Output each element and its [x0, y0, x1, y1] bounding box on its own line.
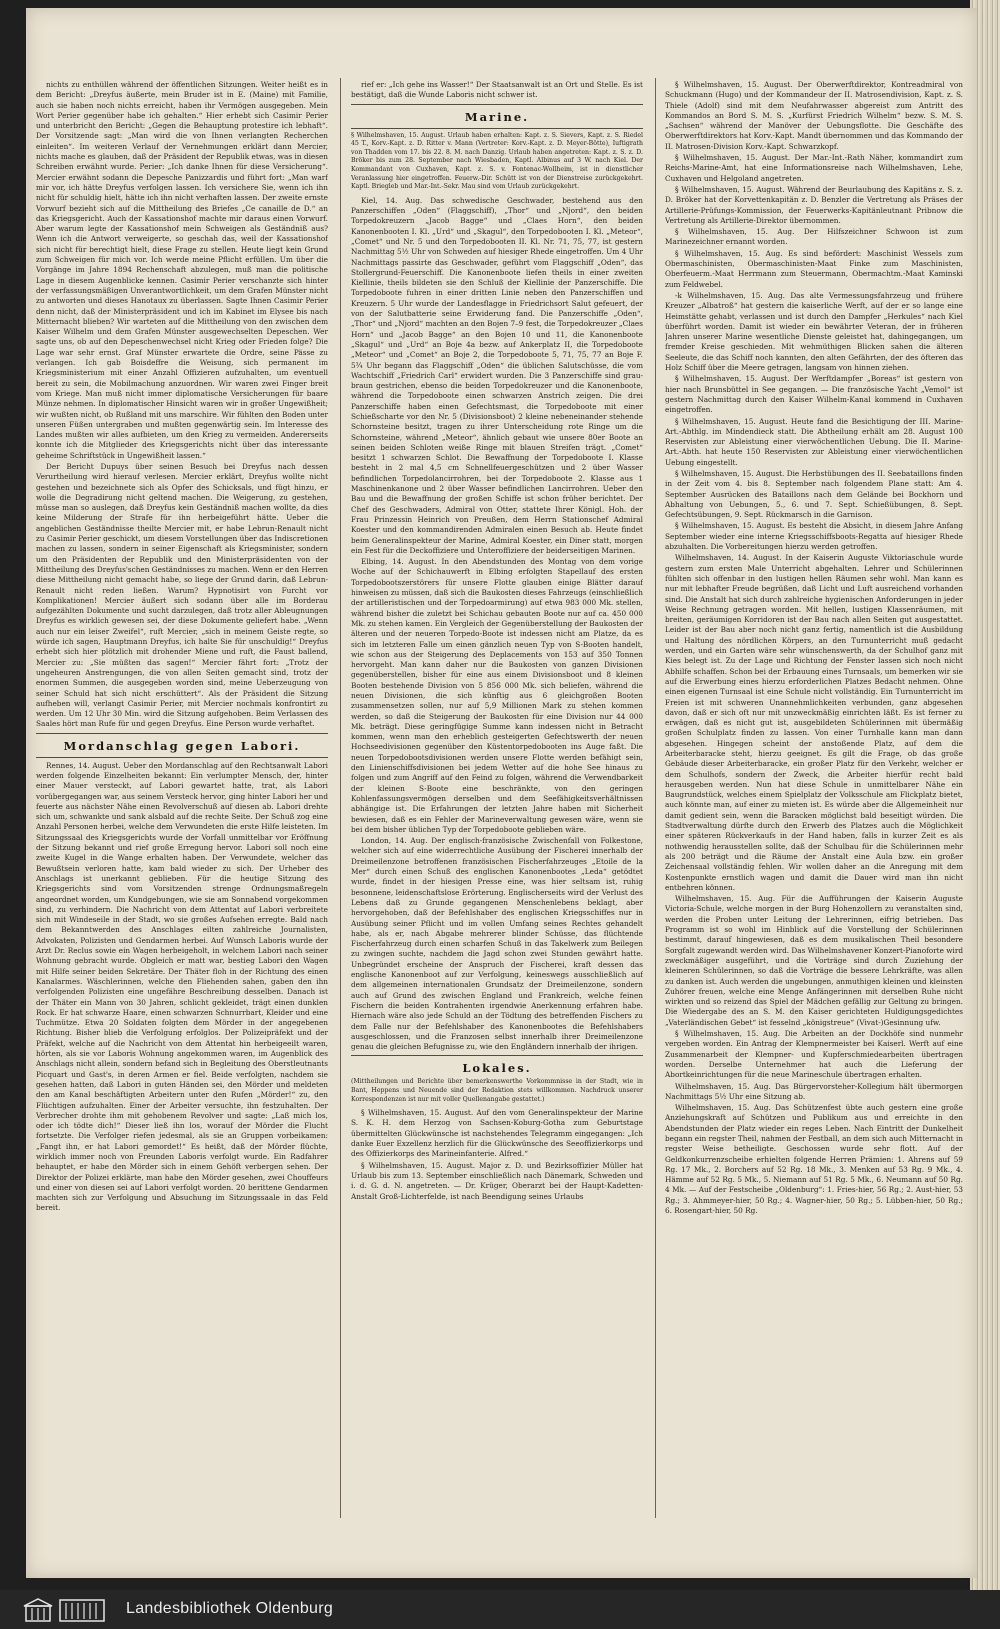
- section-title: Lokales.: [462, 1061, 532, 1076]
- article-paragraph: rief er: „Ich gehe ins Wasser!“ Der Staatsanwalt ist an Ort und Stelle. Es ist bestätigt, daß die Wunde Laboris nicht schwer ist.: [351, 80, 643, 100]
- article-paragraph: § Wilhelmshaven, 15. Aug. Der Hilfszeichner Schwoon ist zum Marinezeichner ernannt worden.: [665, 227, 963, 247]
- article-paragraph: § Wilhelmshaven, 15. August. Die Herbstübungen des II. Seebataillons finden in der Zeit vom 4. bis 8. September nach folgendem Plane statt: Am 4. September Ausrücken des Bataillons nach dem Gelände bei Bockhorn und Abhaltung von Uebungen, 5., 6. und 7. Sept. Schießübungen, 8. Sept. Gefechtsübungen, 9. Sept. Rückmarsch in die Garnison.: [665, 468, 963, 520]
- article-paragraph: -k Wilhelmshaven, 15. Aug. Das alte Vermessungsfahrzeug und frühere Kreuzer „Albatroß“ hat gestern die kaiserliche Werft, auf der er so lange eine Heimstätte gehabt, verlassen und ist durch den Dampfer „Herkules“ nach Kiel überführt worden. Damit ist wieder ein bewährter Veteran, der in früheren Jahren unserer Marine wesentliche Dienste geleistet hat, dahingegangen, um fremder Kreise geschieden. Mit wehmüthigen Blicken sahen die älteren Seeleute, die das Schiff noch kannten, den alten Gefährten, der des öfteren das Holz Schiff über die Meere getragen, langsam von hinnen ziehen.: [665, 290, 963, 373]
- article-paragraph: London, 14. Aug. Der englisch-französische Zwischenfall von Folkestone, welcher sich auf eine widerrechtliche Ausübung der Fischerei innerhalb der Dreimeilenzone betroffenen französischen Fischerfahrzeuges „Etoile de la Mer“ durch einen Schuß des englischen Kanonenbootes „Leda“ getödtet wurde, findet in der hiesigen Presse eine, was hier seltsam ist, ruhig besonnene, leidenschaftslose Erörterung. Englischerseits wird der Verlust des Lebens daß zu Grunde gegangenen Menschenlebens beklagt, aber hervorgehoben, daß der Befehlshaber des englischen Kriegsschiffes nur in Ausübung seiner Pflicht und im vollen Umfang seines Rechtes gehandelt habe, als er, nach Abgabe mehrerer blinder Schüsse, das flüchtende Fischerfahrzeug durch einen scharfen Schuß in das Takelwerk zum Beilegen zu zwingen suchte, nachdem die Jagd schon zwei Stunden gewährt hatte. Unbegründet erscheine der Anspruch der Fischerei, kraft dessen das englische Kanonenboot auf zur Verfolgung, keineswegs ausschließlich auf dem allgemeinen internationalen Grundsatz der Dreimeilenzone, sondern auch auf Grund des zwischen England und Frankreich, welche feinen Fischern die beiden Kontrahenten irgendwie Anerkennung erfahren habe. Hiernach wäre also jede Schuld an der Tödtung des betreffenden Fischers zu dem Falle nur der Befehlshaber des Kanonenbootes die Befehlshabers ausgeschlossen, und die Franzosen selbst innerhalb ihrer Dreimeilenzone genau die gleichen Befugnisse zu, wie den Engländern innerhalb der ihrigen.: [351, 836, 643, 1052]
- article-paragraph: § Wilhelmshaven, 15. August. Auf den vom Generalinspekteur der Marine S. K. H. dem Herzog von Sachsen-Koburg-Gotha zum Geburtstage übermittelten Glückwünsche ist nachstehendes Telegramm eingegangen: „Ich danke Euer Exzellenz herzlich für die Glückwünsche des Seeoffizierkorps und des Offizierkorps des Marineinfanterie. Alfred.“: [351, 1108, 643, 1159]
- article-paragraph: Wilhelmshaven, 15. Aug. Das Bürgervorsteher-Kollegium hält übermorgen Nachmittags 5½ Uhr eine Sitzung ab.: [665, 1081, 963, 1101]
- section-divider: [351, 104, 643, 105]
- article-paragraph: § Wilhelmshaven, 15. Aug. Die Arbeiten an der Dockhöfe sind nunmehr vergeben worden. Ein Antrag der Klempnermeister bei Kaiserl. Werft auf eine Zusammenarbeit der Klempner- und Kupferschmiedearbeiten übertragen worden. Derselbe Unternehmer hat auch die Lieferung der Abortkeinrichtungen für die neue Marineschule übertragen erhalten.: [665, 1029, 963, 1080]
- article-paragraph: Wilhelmshaven, 15. Aug. Für die Aufführungen der Kaiserin Auguste Victoria-Schule, welche morgen in der Burg Hohenzollern zu veranstalten sind, werden die Proben unter Leitung der Lehrerinnen, eifrig betrieben. Das Programm ist so wohl im Hinblick auf die Vorstellung der Schülerinnen bestimmt, darauf hingewiesen, daß es dem musikalischen Theil besondere Sorgfalt zugewandt werden wird. Das Wilhelmshavener Konzert-Pianoforte wird zweckmäßiger ausgeführt, und die Vorträge sind durch Zuziehung der kleineren Schülerinnen, so daß die Vorträge die bessere Lehrkräfte, was allen zu danken ist. Auch werden die ungebungen, anmuthigen kleinen und kleinsten Zuhörer freuen, welche eine Menge Anfängerinnen mit derselben Ruhe nicht wirkten und so reizend das Spiel der Mädchen gefällig zur Geltung zu bringen. Die Wiedergabe des an S. M. den Kaiser gerichteten Huldigungsgedichtes „Vaterländischen Gebet“ ist fesselnd „königstreue“ (Vivat-)Gesinnung ufw.: [665, 894, 963, 1027]
- article-paragraph: nichts zu enthüllen während der öffentlichen Sitzungen. Weiter heißt es in dem Bericht: „Dreyfus äußerte, mein Bruder ist in E. (Maine) mit Familie, auch sie haben noch nichts erreicht, haben ihr Vermögen ausgegeben. Mein Wort Perier gegenüber habe ich gehalten.“ Hier erhebt sich Casimir Perier und unterbricht den Bericht: „Gegen die Behauptung protestire ich lebhaft“. Der Vorsitzende sagt: „Man wird die von Ihnen verlangten Recherchen einleiten“. Im weiteren Verlauf der Vernehmungen erklärt dann Mercier, nichts mache es glauben, daß der Präsident der Republik etwas, was in diesen Schreiben erwähnt wurde. Perier: „Ich danke Ihnen für diese Versicherung“. Mercier erwähnt sodann die Depesche Panizzardis und führt fort: „Man warf mir vor, ich hätte Dreyfus verfolgen lassen. Ich versichere Sie, wenn ich ihn nicht für schuldig hielt, hätte ich ihn nicht verhaften lassen. Der zweite ernste Vorwurf bezieht sich auf die Mittheilung des Briefes „Ce canaille de D.“ an das Kriegsgericht. Auch der Kassationshof machte mir daraus einen Vorwurf. Aber warum legte der Kassationshof mein Schweigen als Geständniß aus? Wenn ich die Antwort verweigerte, so geschah das, weil der Kassationshof sich nicht für berechtigt hielt, diese Frage zu stellen. Heute liegt kein Grund zum Schweigen für mich vor. Ich werde meine Pflicht erfüllen. Um über die Vorgänge im Jahre 1894 Rechenschaft abzulegen, muß man die politische Lage in diesem Augenblicke kennen. Casimir Perier verschanzte sich hinter der verfassungsmäßigen Unverantwortlichkeit, um dem Grafen Münster nicht zu antworten und dieses Hanotaux zu überlassen. Sagte Ihnen Casimir Perier denn nicht, daß der Ministerpräsident und ich im Kabinet im Elysee bis nach Mitternacht blieben? Wir warteten auf die Mittheilung von den zwischen dem Kaiser Wilhelm und dem Grafen Münster ausgewechselten Depeschen. Wer sagte uns, ob auf den Depeschenwechsel nicht Krieg oder Frieden folge? Die Lage war sehr ernst. Graf Münster erwartete die Ordre, seine Pässe zu verlangen. Ich gab Boisdeffre die Weisung, sich permanent im Kriegsministerium mit einer Anzahl Offizieren aufzuhalten, um eventuell bereit zu sein, die Mobilmachung anzuordnen. Wir waren zwei Finger breit vom Kriege. Man muß nicht immer diplomatische Versicherungen für baare Münze nehmen. In diplomatischer Hinsicht waren wir in großer Ungewißheit; wir wußten nicht, ob Rußland mit uns marschire. Wir fühlten den Boden unter unseren Füßen untergraben und mußten gegenwärtig sein. Im Interesse des Landes mußten wir alles aufbieten, um den Krieg zu vermeiden. Andererseits konnte ich die Mitglieder des Kriegsgerichts nicht über das interessante geheime Schriftstück in Ungewißheit lassen.“: [36, 80, 328, 460]
- article-paragraph: § Wilhelmshaven, 15. August. Während der Beurlaubung des Kapitäns z. S. z. D. Bröker hat der Korvettenkapitän z. D. Benzler die Vertretung als Präses der Artillerie-Prüfungs-Kommission, der Feuerwerks-Kapitänleutnant Pribnow die Vertretung als Artillerie-Direktor übernommen.: [665, 184, 963, 225]
- newspaper-page: [26, 8, 977, 1578]
- article-paragraph: § Wilhelmshaven, 15. August. Der Werftdampfer „Boreas“ ist gestern von hier nach Brunsbüttel in See gegangen. — Die französische Yacht „Vemol“ ist gestern Nachmittag durch den Kaiser Wilhelm-Kanal kommend in Cuxhaven eingetroffen.: [665, 374, 963, 415]
- article-paragraph: § Wilhelmshaven, 15. August. Major z. D. und Bezirksoffizier Müller hat Urlaub bis zum 13. September einschließlich nach Dänemark, Schweden und i. d. G. d. N. angetreten. — Dr. Krüger, Oberarzt bei der Haupt-Kadetten-Anstalt Groß-Lichterfelde, ist nach Beendigung seines Urlaubs: [351, 1160, 643, 1201]
- section-divider: [351, 1055, 643, 1056]
- marine-notice: § Wilhelmshaven, 15. August. Urlaub haben erhalten: Kapt. z. S. Sievers, Kapt. z. S. Riedel 45 T., Korv.-Kapt. z. D. Ritter v. Mann (Vertreter: Korv.-Kapt. z. D. Meyer-Bötte), Iuftigrath von Thadden vom 17. bis 22. 8. M. nach Danzig. Urlaub haben angetreten: Kapt. z. S. z. D. Bröker bis zum 28. September nach Wiesbaden, Kaptl. Albinus auf 3 W. nach Kiel. Der Kommandant von Cuxhaven, Kapt. z. S. v. Fontenac-Wollheim, ist in dienstlicher Veranlassung hier eingetroffen. Feuerw.-Dir. Schütt ist von der Dienstreise zurückgekehrt. Kaptl. Briegleb und Mar.-Int.-Sekr. Mau sind vom Urlaub zurückgekehrt.: [351, 131, 643, 191]
- article-paragraph: Der Bericht Dupuys über seinen Besuch bei Dreyfus nach dessen Verurtheilung wird hierauf verlesen. Mercier erklärt, Dreyfus wollte nicht gestehen und bezeichnete sich als Opfer des Schicksals, und fügt hinzu, er wolle die Degradirung nicht geltend machen. Die Weigerung, zu gestehen, müsse man so auslegen, daß Dreyfus kein Geständniß machen wollte, da dies keine Milderung der Strafe für ihn herbeigeführt hätte. Ueber die angeblichen Geständnisse theilte Mercier mit, er habe Lebrun-Renault nicht zu Casimir Perier geschickt, um diesem Vorstellungen über das Indiscretionen machen zu lassen, sondern in seiner Eigenschaft als Kriegsminister, sondern um den Präsidenten der Republik und den Ministerpräsidenten von der Mittheilung des Dreyfus'schen Geständnisses zu machen. Wenn er den Herren diese Mittheilung nicht gemacht habe, so liege der Grund darin, daß Lebrun-Renault nicht reden ließen. Warum? Hypnotisirt von Furcht vor Komplikationen! Mercier äußert sich sodann über alle im Borderau aufgezählten Dokumente und sucht darzulegen, daß trotz aller Ableugnungen Dreyfus es wirklich gewesen sei, der diese Dokumente geliefert habe. „Wenn auch nur ein leiser Zweifel“, ruft Mercier, „sich in meinem Geiste regte, so würde ich sagen, Hauptmann Dreyfus, ich halte Sie für unschuldig!“ Dreyfus erhebt sich hier plötzlich mit drohender Miene und ruft, die Faust ballend, Mercier zu: „Sie müßten das sagen!“ Mercier fährt fort: „Trotz der ungeheuren Anstrengungen, die von allen Seiten gemacht sind, trotz der enormen Summen, die ausgegeben worden sind, meine Ueberzeugung von seiner Schuld hat sich nicht erschüttert“. Als der Präsident die Sitzung aufheben will, verlangt Casimir Perier, mit Mercier nochmals konfrontirt zu werden. Um 12 Uhr 30 Min. wird die Sitzung aufgehoben. Beim Verlassen des Saales hört man Rufe für und gegen Dreyfus. Eine Person wurde verhaftet.: [36, 461, 328, 729]
- article-paragraph: Wilhelmshaven, 15. Aug. Das Schützenfest übte auch gestern eine große Anziehungskraft auf Schützen und Publikum aus und erreichte in den Abendstunden der Platz wieder ein reges Leben. Nach Eintritt der Dunkelheit begann ein regster Theil, nahmen der Festball, an dem sich auch Mitternacht in regster Weise betheiligte. Geschossen wurde sehr flott. Auf der Geldkonkurrenzscheibe erhielten folgende Herren Prämien: 1. Ahrens auf 59 Rg. 17 Mk., 2. Borchers auf 52 Rg. 18 Mk., 3. Menken auf 53 Rg. 9 Mk., 4. Hämme auf 52 Rg. 5 Mk., 5. Niemann auf 51 Rg. 5 Mk., 6. Neumann auf 50 Rg. 4 Mk. — Auf der Festscheibe „Oldenburg“: 1. Fries-hier, 56 Rg.; 2. Aust-hier, 53 Rg.; 3. Ahmmeyer-hier, 50 Rg.; 4. Wagner-hier, 50 Rg.; 5. Lübben-hier, 50 Rg.; 6. Rosengart-hier, 50 Rg.: [665, 1103, 963, 1216]
- column-divider: [340, 78, 341, 1518]
- editorial-note: (Mittheilungen und Berichte über bemerkenswerthe Vorkommnisse in der Stadt, wie in Bant, Heppens und Neuende sind der Redaktion stets willkommen. Nachdruck unserer Korrespondenzen ist nur mit voller Quellenangabe gestattet.): [351, 1078, 643, 1103]
- section-title: Marine.: [464, 109, 530, 124]
- middle-column: [351, 80, 643, 1516]
- section-divider: [36, 757, 328, 758]
- article-paragraph: Kiel, 14. Aug. Das schwedische Geschwader, bestehend aus den Panzerschiffen „Oden“ (Flaggschiff), „Thor“ und „Njord“, den beiden Torpedokreuzern „Jacob Bagge“ und „Claes Horn“, den beiden Kanonenbooten I. Kl. „Urd“ und „Skagul“, den Torpedobooten I. Kl. „Meteor“, „Comet“ und Nr. 5 und den Torpedobooten II. Kl. Nr. 71, 75, 77, ist gestern Nachmittag 5½ Uhr von Schweden auf hiesiger Rhede eingetroffen. Um 4 Uhr Nachmittags passirte das Geschwader, geführt vom Flaggschiff „Oden“, das Stollergrund-Feuerschiff. Die Kanonenboote liefen theils in einer zweiten Kiellinie, theils bildeten sie den Schluß der Kiellinie der Panzerschiffe. Die Torpedoboote fuhren in einer dritten Linie neben den Panzerschiffen und Kreuzern. 5 Uhr wurde der Landesflagge in Friedrichsort Salut gefeuert, der von der Salutbatterie seine Erwiderung fand. Die Panzerschiffe „Oden“, „Thor“ und „Njord“ machten an den Bojen 7–9 fest, die Torpedokreuzer „Claes Horn“ und „Jacob Bagge“ an den Bojen 10 und 11, die Kanonenboote „Skagul“ und „Urd“ an Boje 4a bezw. auf Ankerplatz II, die Torpedoboote „Meteor“ und „Comet“ an Boje 2, die Torpedoboote 5, 71, 75, 77 an Boje F. 5¾ Uhr begann das Flaggschiff „Oden“ die üblichen Salutschüsse, die vom Wachtschiff „Friedrich Carl“ erwidert wurden. Die 3 Panzerschiffe sind grau-braun gestrichen, ebenso die beiden Torpedokreuzer und die Kanonenboote, während die Torpedoboote einen schwarzen Anstrich zeigen. Die drei Panzerschiffe haben einen Gefechtsmast, die Torpedoboote mit einer Schießscharte vor den Nr. 5 (Divisionsboot) 2 kleine nebeneinander stehende Schornsteine besitzt, tragen zu ihrer Unterscheidung rote Ringe um die Schornsteine, während „Meteor“, ähnlich gebaut wie unsere 80er Boote an seinen beiden Schloten weiße Ringe mit blauen Streifen trägt. „Comet“ besitzt 1 schwarzen Schlot. Die Bewaffnung der Torpedoboote I. Klasse besteht in 2 mal 4,5 cm Schnellfeuergeschützen und 2 über Wasser befindlichen Torpedolancirrohren, bei der Torpedoboote 2. Klasse aus 1 Maschinenkanone und 2 über Wasser befindlichen Lancirrohren. Ueber den Bau und die Bewaffnung der großen Schiffe ist schon früher berichtet. Der Chef des Geschwaders, Admiral von Otter, stattete Ihrer Königl. Hoh. der Frau Prinzessin Heinrich von Preußen, dem Herrn Stationschef Admiral Koester und den kommandirenden Admiralen einen Besuch ab. Heute findet beim Generalinspekteur der Marine, Admiral Koester, ein Diner statt, morgen ein Fest für die Deckoffiziere und Unteroffiziere der beiderseitigen Marinen.: [351, 195, 643, 555]
- article-paragraph: § Wilhelmshaven, 15. August. Der Oberwerftdirektor, Kontreadmiral von Schuckmann (Hugo) und der Kommandeur der II. Matrosendivision, Kapt. z. S. Thiele (Adolf) sind mit dem Neufahrwasser abgereist zum Antritt des Kommandos an Bord S. M. S. „Kurfürst Friedrich Wilhelm“ bezw. S. M. S. „Sachsen“ während der Manöver der Uebungsflotte. Die Geschäfte des Oberwerftdirektors hat Korv.-Kapt. Mandt übernommen und das Kommando der II. Matrosen-Division Korv.-Kapt. Schwarzkopf.: [665, 80, 963, 151]
- article-paragraph: § Wilhelmshaven, 15. August. Es besteht die Absicht, in diesem Jahre Anfang September wieder eine interne Kriegsschiffsboots-Regatta auf hiesiger Rhede abzuhalten. Die Vorbereitungen hierzu werden getroffen.: [665, 521, 963, 552]
- article-paragraph: § Wilhelmshaven, 15. August. Der Mar.-Int.-Rath Näher, kommandirt zum Reichs-Marine-Amt, hat eine Informationsreise nach Wilhelmshaven, Lehe, Cuxhaven und Helgoland angetreten.: [665, 153, 963, 183]
- section-divider: [351, 128, 643, 129]
- left-column: [36, 80, 328, 1516]
- section-title: Mordanschlag gegen Labori.: [63, 738, 301, 753]
- article-paragraph: Elbing, 14. August. In den Abendstunden des Montag von dem vorige Woche auf der Schichauwerft in Elbing erfolgten Stapellauf des ersten Torpedobootszerstörers für unsere Flotte glauben einige Blätter darauf hinweisen zu müssen, daß sich die Baukosten dieses Fahrzeugs (einschließlich der artilleristischen und der Torpedoarmirung) auf etwa 983 000 Mk. stellen, während bisher die zuletzt bei Schichau gebauten Boote nur auf ca. 450 000 Mk. zu stehen kamen. Ein Vergleich der Gegenüberstellung der Baukosten der älteren und der neueren Torpedo-Boote ist indessen nicht am Platze, da es sich im letzteren Falle um einen gänzlich neuen Typ von S-Booten handelt, wie schon aus der Steigerung des Deplacements von 153 auf 350 Tonnen hervorgeht. Man kann daher nur die Baukosten von ganzen Divisionen gegenüberstellen, bisher für eine aus einem Divisionsboot und 8 kleinen Booten bestehende Division von 5 856 000 Mk. sich beliefen, während die neuen Divisionen, die sich künftig aus 6 gleichgroßen Booten zusammensetzen sollen, nur auf 5,9 Millionen Mark zu stehen kommen werden, so daß die Steigerung der Baukosten für eine Division nur 44 000 Mk. beträgt. Diese geringfügige Summe kann indessen nicht in Betracht kommen, wenn man den erheblich gesteigerten Gefechtswerth der neuen Hochseedivisionen gegenüber den Küstentorpedobooten ins Auge faßt. Die neuen Torpedobootsdivisionen werden unsere Flotte werden befähigt sein, den Linienschiffsdivisionen bei jedem Wetter auf die hohe See hinaus zu folgen und zum Angriff auf den Feind zu folgen, während die Verwendbarkeit der kleinen S-Boote eine beschränkte, von den geringen Kohlenfassungsvermögen derselben und dem Seefähigkeitsverhältnissen abhängige ist. Die Erfahrungen der letzten Jahre haben mit Sicherheit bewiesen, daß es ein Fehler der Marineverwaltung gewesen wäre, wenn sie bei dem bisher üblichen Typ der Torpedoboote geblieben wäre.: [351, 557, 643, 834]
- section-divider: [36, 733, 328, 734]
- library-footer: [0, 1590, 1000, 1629]
- library-building-logo-icon: [20, 1596, 110, 1624]
- column-divider: [655, 78, 656, 1518]
- library-name: Landesbibliothek Oldenburg: [126, 1600, 334, 1617]
- article-paragraph: Rennes, 14. August. Ueber den Mordanschlag auf den Rechtsanwalt Labori werden folgende Einzelheiten bekannt: Ein verlumpter Mensch, der, hinter einer Mauer versteckt, auf Labori gewartet hatte, trat, als Labori vorübergegangen war, aus seinem Versteck hervor, ging hinter Labori her und feuerte aus nächster Nähe einen Revolverschuß auf diesen ab. Labori drehte sich um, schwankte und sank alsbald auf die rechte Seite. Der Schuß zog eine Anzahl Personen herbei, welche dem Verwundeten die erste Hilfe leisteten. Im Sitzungssaal des Kriegsgerichts wurde der Vorfall unmittelbar vor Eröffnung der Sitzung bekannt und rief große Erregung hervor. Labori soll noch eine zweite Kugel in die Wange erhalten haben. Der Verwundete, welcher das Bewußtsein verloren hatte, kam bald wieder zu sich. Der Urheber des Anschlags ist unerkannt geblieben. Für die heutige Sitzung des Kriegsgerichts sind vom Vorsitzenden strenge Ordnungsmaßregeln angeordnet worden, um Kundgebungen, wie sie am Sonnabend vorgekommen sind, zu verhindern. Die Nachricht von dem Attentat auf Labori verbreitete sich mit Windeseile in der Stadt, wo sie großes Aufsehen erregte. Bald nach dem Bekanntwerden des Anschlages eilten zahlreiche Journalisten, Advokaten, Polizisten und Gendarmen herbei. Auf Wunsch Laboris wurde der Arzt Dr. Reclus sowie ein Wagen herbeigeholt, in welchem Labori nach seiner Wohnung gebracht wurde. Obgleich er matt war, bestieg Labori den Wagen mit Hilfe seiner beiden Sekretäre. Der Thäter floh in der Richtung des einen Kanalarmes. Wäschlerinnen, welche den Fliehenden sahen, gaben den ihn verfolgenden Polizisten eine ungefähre Beschreibung desselben. Danach ist der Thäter ein Mann von 30 Jahren, schlicht gekleidet, trägt einen dunklen Rock. Er hat schwarze Haare, einen schwarzen Schnurrbart, Kleider und eine Tuchmütze. Etwa 20 Soldaten folgten dem Mörder in der angegebenen Richtung. Bisher blieb die Verfolgung erfolglos. Der Polizeipräfekt und der Präfekt, welche auf die Nachricht von dem Attentat hin herbeigeeilt waren, hörten, als sie vor Laboris Wohnung angekommen waren, im Augenblick des Anschlags nicht allein, sondern befand sich in Begleitung des Oberstleutnants Picquart und Gast's, in deren Armen er fiel. Beide verfolgten, nachdem sie gesehen hatten, daß Labori in guten Händen sei, den Mörder und meldeten den am Kanal beschäftigten Arbeitern unter den Rufen „Mörder!“ zu, den Flüchtigen aufzuhalten. Einer der Arbeiter versuchte, ihn festzuhalten. Der Verbrecher drohte ihm mit gehobenem Revolver und sagte: „Laß mich los, oder ich tödte dich!“ Dieser ließ ihn los, worauf der Mörder die Flucht fortsetzte. Die Verfolger riefen jedesmal, als sie an Gruppen vorbeikamen: „Fangt ihn, er hat Labori gemordet!“ Es heißt, daß der Mörder flüchte, wirklich immer noch von Freunden Laboris verfolgt wurde. Ein Radfahrer behauptet, er habe den Mörder sich in einem Gehöft verbergen sehen. Der Direktor der Polizei erklärte, man habe den Mörder gesehen, zwei Chouffeurs und einer von diesen sei auf Labori verfolgt worden. 20 berittene Gendarmen machten sich zur Verfolgung und Absuchung im Sitzungssaale in das Feld bereit.: [36, 760, 328, 1213]
- right-column: [665, 80, 963, 1516]
- article-paragraph: Wilhelmshaven, 14. August. In der Kaiserin Auguste Viktoriaschule wurde gestern zum ersten Male Unterricht abgehalten. Lehrer und Schülerinnen fühlten sich offenbar in den lustigen hellen Räumen sehr wohl. Man kann es nur mit lebhafter Freude begrüßen, daß Licht und Luft ausreichend vorhanden sind. Die Anstalt hat sich durch zahlreiche hygienischen Anforderungen in jeder Weise Rechnung getragen worden. Mit hellen, lustigen Klassenräumen, mit breiten, geräumigen Korridoren ist der Bau nach allen Seiten gut ausgestattet. Leider ist der Bau aber noch nicht ganz fertig, namentlich ist die Ausbildung und Haltung des nördlichen Körpers, an den Turnunterricht muß gedacht werden, und ein Garten wäre sehr wünschenswerth, da der Schulhof ganz mit Kies belegt ist. Zu der Lage und Richtung der Fenster lassen sich noch nicht Abhilfe schaffen. Schon bei der Erbauung eines Turnsaals, um bemerken wir sie auf die Erwerbung eines hierzu erforderlichen Platzes Bedacht nehmen. Ohne einen eigenen Turnsaal ist eine Schule nicht vollständig. Ein Turnunterricht im Freien ist mit schweren Unannehmlichkeiten verbunden, ganz abgesehen davon, daß er sich oft nur mit unzweckmäßig einrichten läßt. Es ist ferner zu erwägen, daß es nicht gut ist, ausgebildeten Schülerinnen mit übermäßig großen Schulplatz finden zu lassen. Von einer Turnhalle kann man dann abgesehen. Hingegen scheint der anstoßende Platz, auf dem die Arbeiterbaracke steht, hierzu geeignet. Es gilt die Frage, ob das große Gebäude dieser Arbeiterbaracke, ein großer Platz für den Verkehr, welcher er dem Schulhofs, sondern der Zweck, die Arbeiter hierfür recht bald herausgeben werden. Nun hat diese Schule in unmittelbarer Nähe ein Baugrundstück, welches einem Spielplatz der Volksschule am Flickplatz bietet, auch könnte man, auf einer zu mieten ist. Es würde aber die Allgemeinheit nur damit gedient sein, wenn die Baracken möglichst bald beseitigt würden. Die Stadtverwaltung dürfte durch den Erwerb des Platzes auch die Möglichkeit einer späteren Rückverkaufs in der Hand haben, falls in kurzer Zeit es als nothwendig herausstellen sollte, daß der Schulbau für die Schülerinnen mehr als 200 beträgt und die Räume der Anstalt eine Aula bzw. ein großer Zeichensaal vollständig fehlen. Wir wollen daher an die Anregung mit dem Kostenpunkte ernstlich wagen und damit die Dauer wird man ihn nicht entbehren können.: [665, 553, 963, 892]
- article-paragraph: § Wilhelmshaven, 15. Aug. Es sind befördert: Maschinist Wessels zum Obermaschinisten, Obermaschinisten-Maat Finke zum Maschinisten, Oberfeuerm.-Maat Herrmann zum Steuermann, Obermachtm.-Maat Kaminski zum Feldwebel.: [665, 248, 963, 289]
- article-paragraph: § Wilhelmshaven, 15. August. Heute fand die Besichtigung der III. Marine-Art.-Abthlg. im Mindendieck statt. Die Abtheilung erhält am 28. August 100 Reservisten zur Ableistung einer vierwöchentlichen Uebung. Die II. Marine-Art.-Abth. hat heute 150 Reservisten zur Ableistung einer vierwöchentlichen Uebung eingestellt.: [665, 416, 963, 467]
